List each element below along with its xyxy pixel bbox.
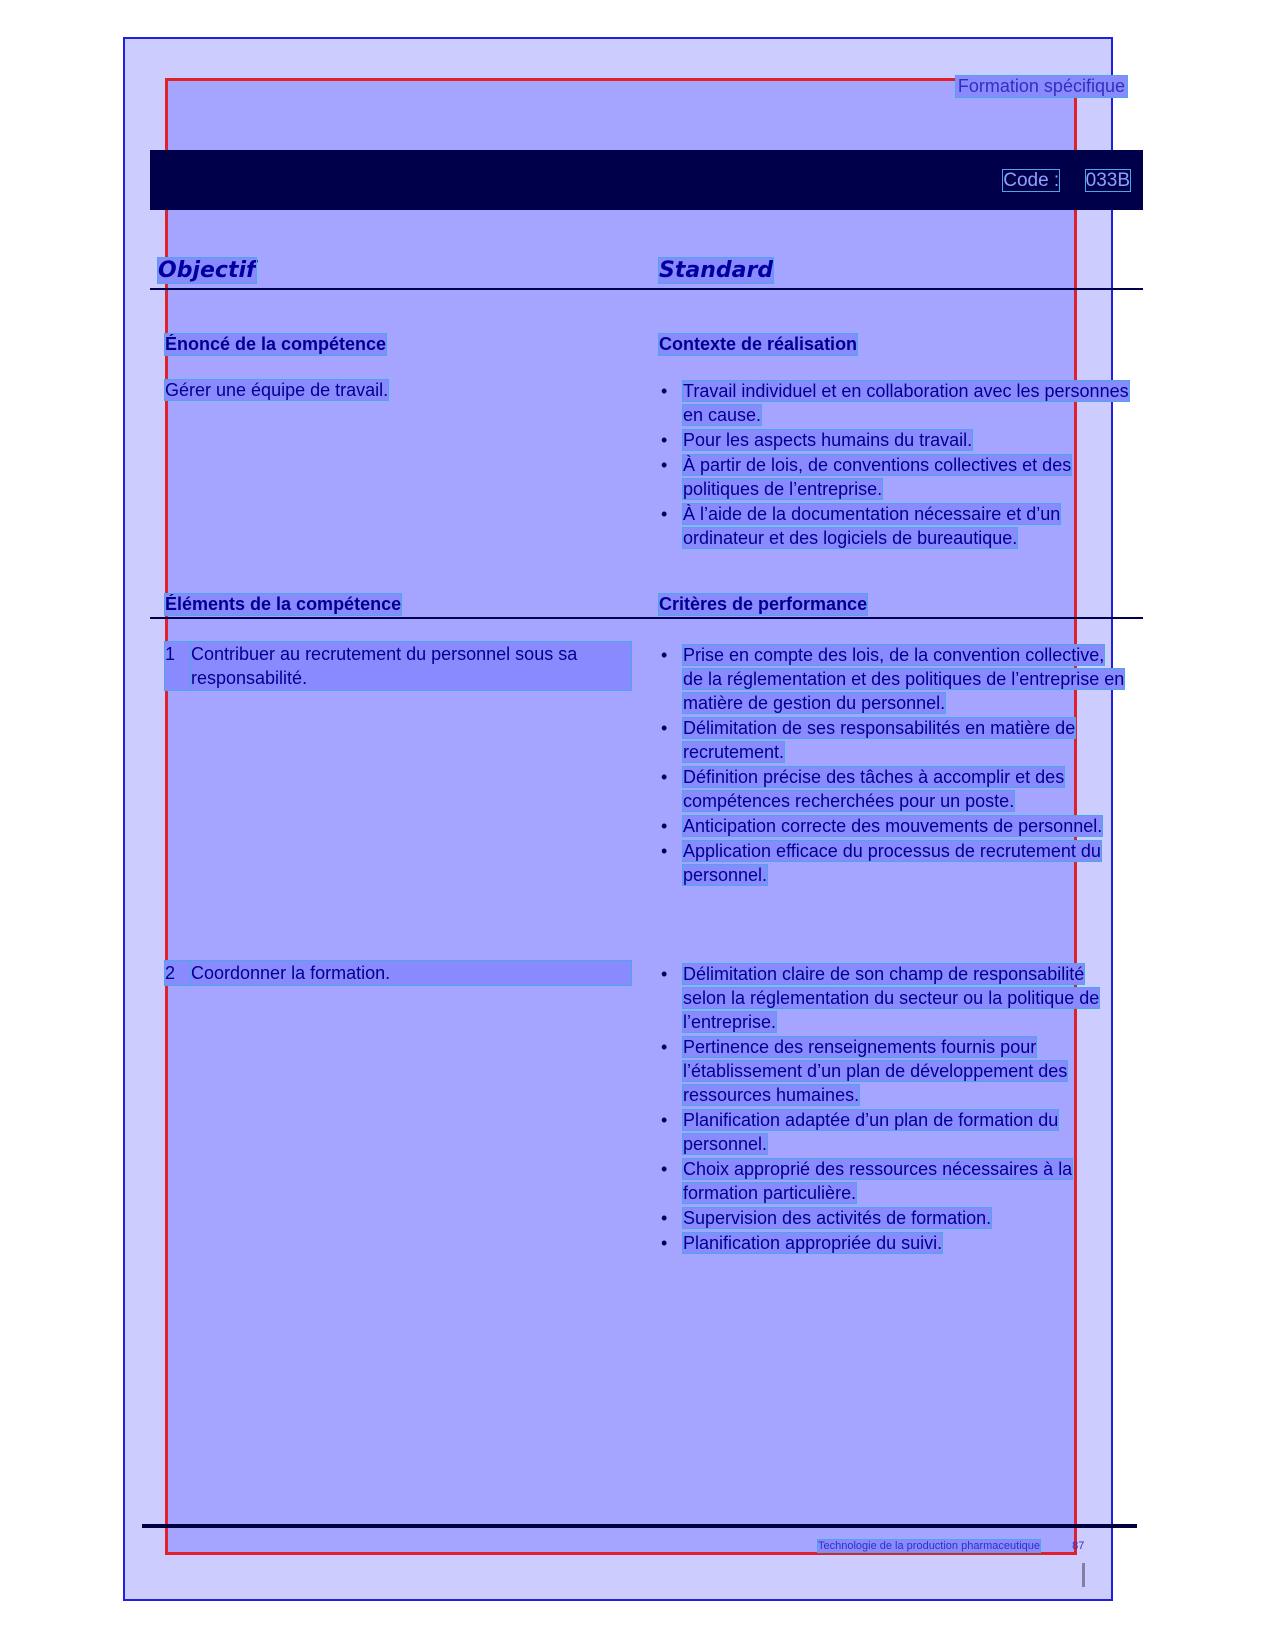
context-item: Travail individuel et en collaboration avec les personnes en cause.: [683, 381, 1129, 425]
criterion: Anticipation correcte des mouvements de personnel.: [683, 816, 1103, 836]
list-item: [659, 1108, 1129, 1156]
list-item: [659, 716, 1129, 764]
list-item: [659, 502, 1129, 550]
element-2: [165, 961, 659, 985]
code-value: 033B: [1085, 170, 1130, 191]
section-rule: [150, 617, 1143, 619]
footer-page-number: 87: [1072, 1540, 1085, 1552]
statement-heading: Énoncé de la compétence: [165, 334, 387, 354]
list-item: [659, 814, 1129, 838]
context-list: [659, 379, 1129, 551]
criterion: Pertinence des renseignements fournis pour l’établissement d’un plan de développement des ressources humaines.: [683, 1037, 1068, 1105]
criteria-heading: Critères de performance: [659, 594, 868, 614]
context-item: À l’aide de la documentation nécessaire et d’un ordinateur et des logiciels de bureautique.: [683, 504, 1061, 548]
criteria-list-1: [659, 643, 1129, 888]
element-1: [165, 642, 659, 690]
list-item: [659, 765, 1129, 813]
criterion: Application efficace du processus de recrutement du personnel.: [683, 841, 1101, 885]
list-item: [659, 1157, 1129, 1205]
element-text: Coordonner la formation.: [191, 961, 631, 985]
code-label-group: [1003, 170, 1130, 192]
list-item: [659, 839, 1129, 887]
element-text: Contribuer au recrutement du personnel sous sa responsabilité.: [191, 642, 631, 690]
title-rule: [150, 288, 1143, 290]
criteria-list-2: [659, 962, 1129, 1256]
context-item: À partir de lois, de conventions collectives et des politiques de l’entreprise.: [683, 455, 1072, 499]
list-item: [659, 453, 1129, 501]
criterion: Définition précise des tâches à accomplir et des compétences recherchées pour un poste.: [683, 767, 1065, 811]
footer: [818, 1540, 1084, 1552]
code-label: Code :: [1003, 170, 1060, 191]
competency-statement-text: Gérer une équipe de travail.: [165, 380, 389, 400]
elements-heading: Éléments de la compétence: [165, 594, 402, 614]
code-bar: [150, 150, 1143, 210]
criterion: Prise en compte des lois, de la convention collective, de la réglementation et des politiques de l’entreprise en matière de gestion du personnel.: [683, 645, 1125, 713]
list-item: [659, 643, 1129, 715]
element-number: 2: [165, 961, 191, 985]
list-item: [659, 428, 1129, 452]
objective-title: Objectif: [158, 258, 256, 283]
list-item: [659, 962, 1129, 1034]
context-item: Pour les aspects humains du travail.: [683, 430, 973, 450]
criterion: Planification adaptée d’un plan de formation du personnel.: [683, 1110, 1059, 1154]
criterion: Supervision des activités de formation.: [683, 1208, 992, 1228]
criterion: Choix approprié des ressources nécessaires à la formation particulière.: [683, 1159, 1073, 1203]
element-number: 1: [165, 642, 191, 690]
criterion: Délimitation de ses responsabilités en matière de recrutement.: [683, 718, 1076, 762]
footer-program: Technologie de la production pharmaceutique: [818, 1540, 1040, 1552]
header-tag: Formation spécifique: [957, 76, 1125, 96]
competency-statement: [165, 378, 659, 402]
footer-mark: [1082, 1563, 1085, 1587]
footer-rule: [142, 1524, 1137, 1528]
list-item: [659, 1231, 1129, 1255]
criterion: Planification appropriée du suivi.: [683, 1233, 943, 1253]
context-heading: Contexte de réalisation: [659, 334, 858, 354]
list-item: [659, 1035, 1129, 1107]
standard-title: Standard: [659, 258, 774, 283]
list-item: [659, 379, 1129, 427]
criterion: Délimitation claire de son champ de responsabilité selon la réglementation du secteur ou la politique de l’entreprise.: [683, 964, 1100, 1032]
list-item: [659, 1206, 1129, 1230]
